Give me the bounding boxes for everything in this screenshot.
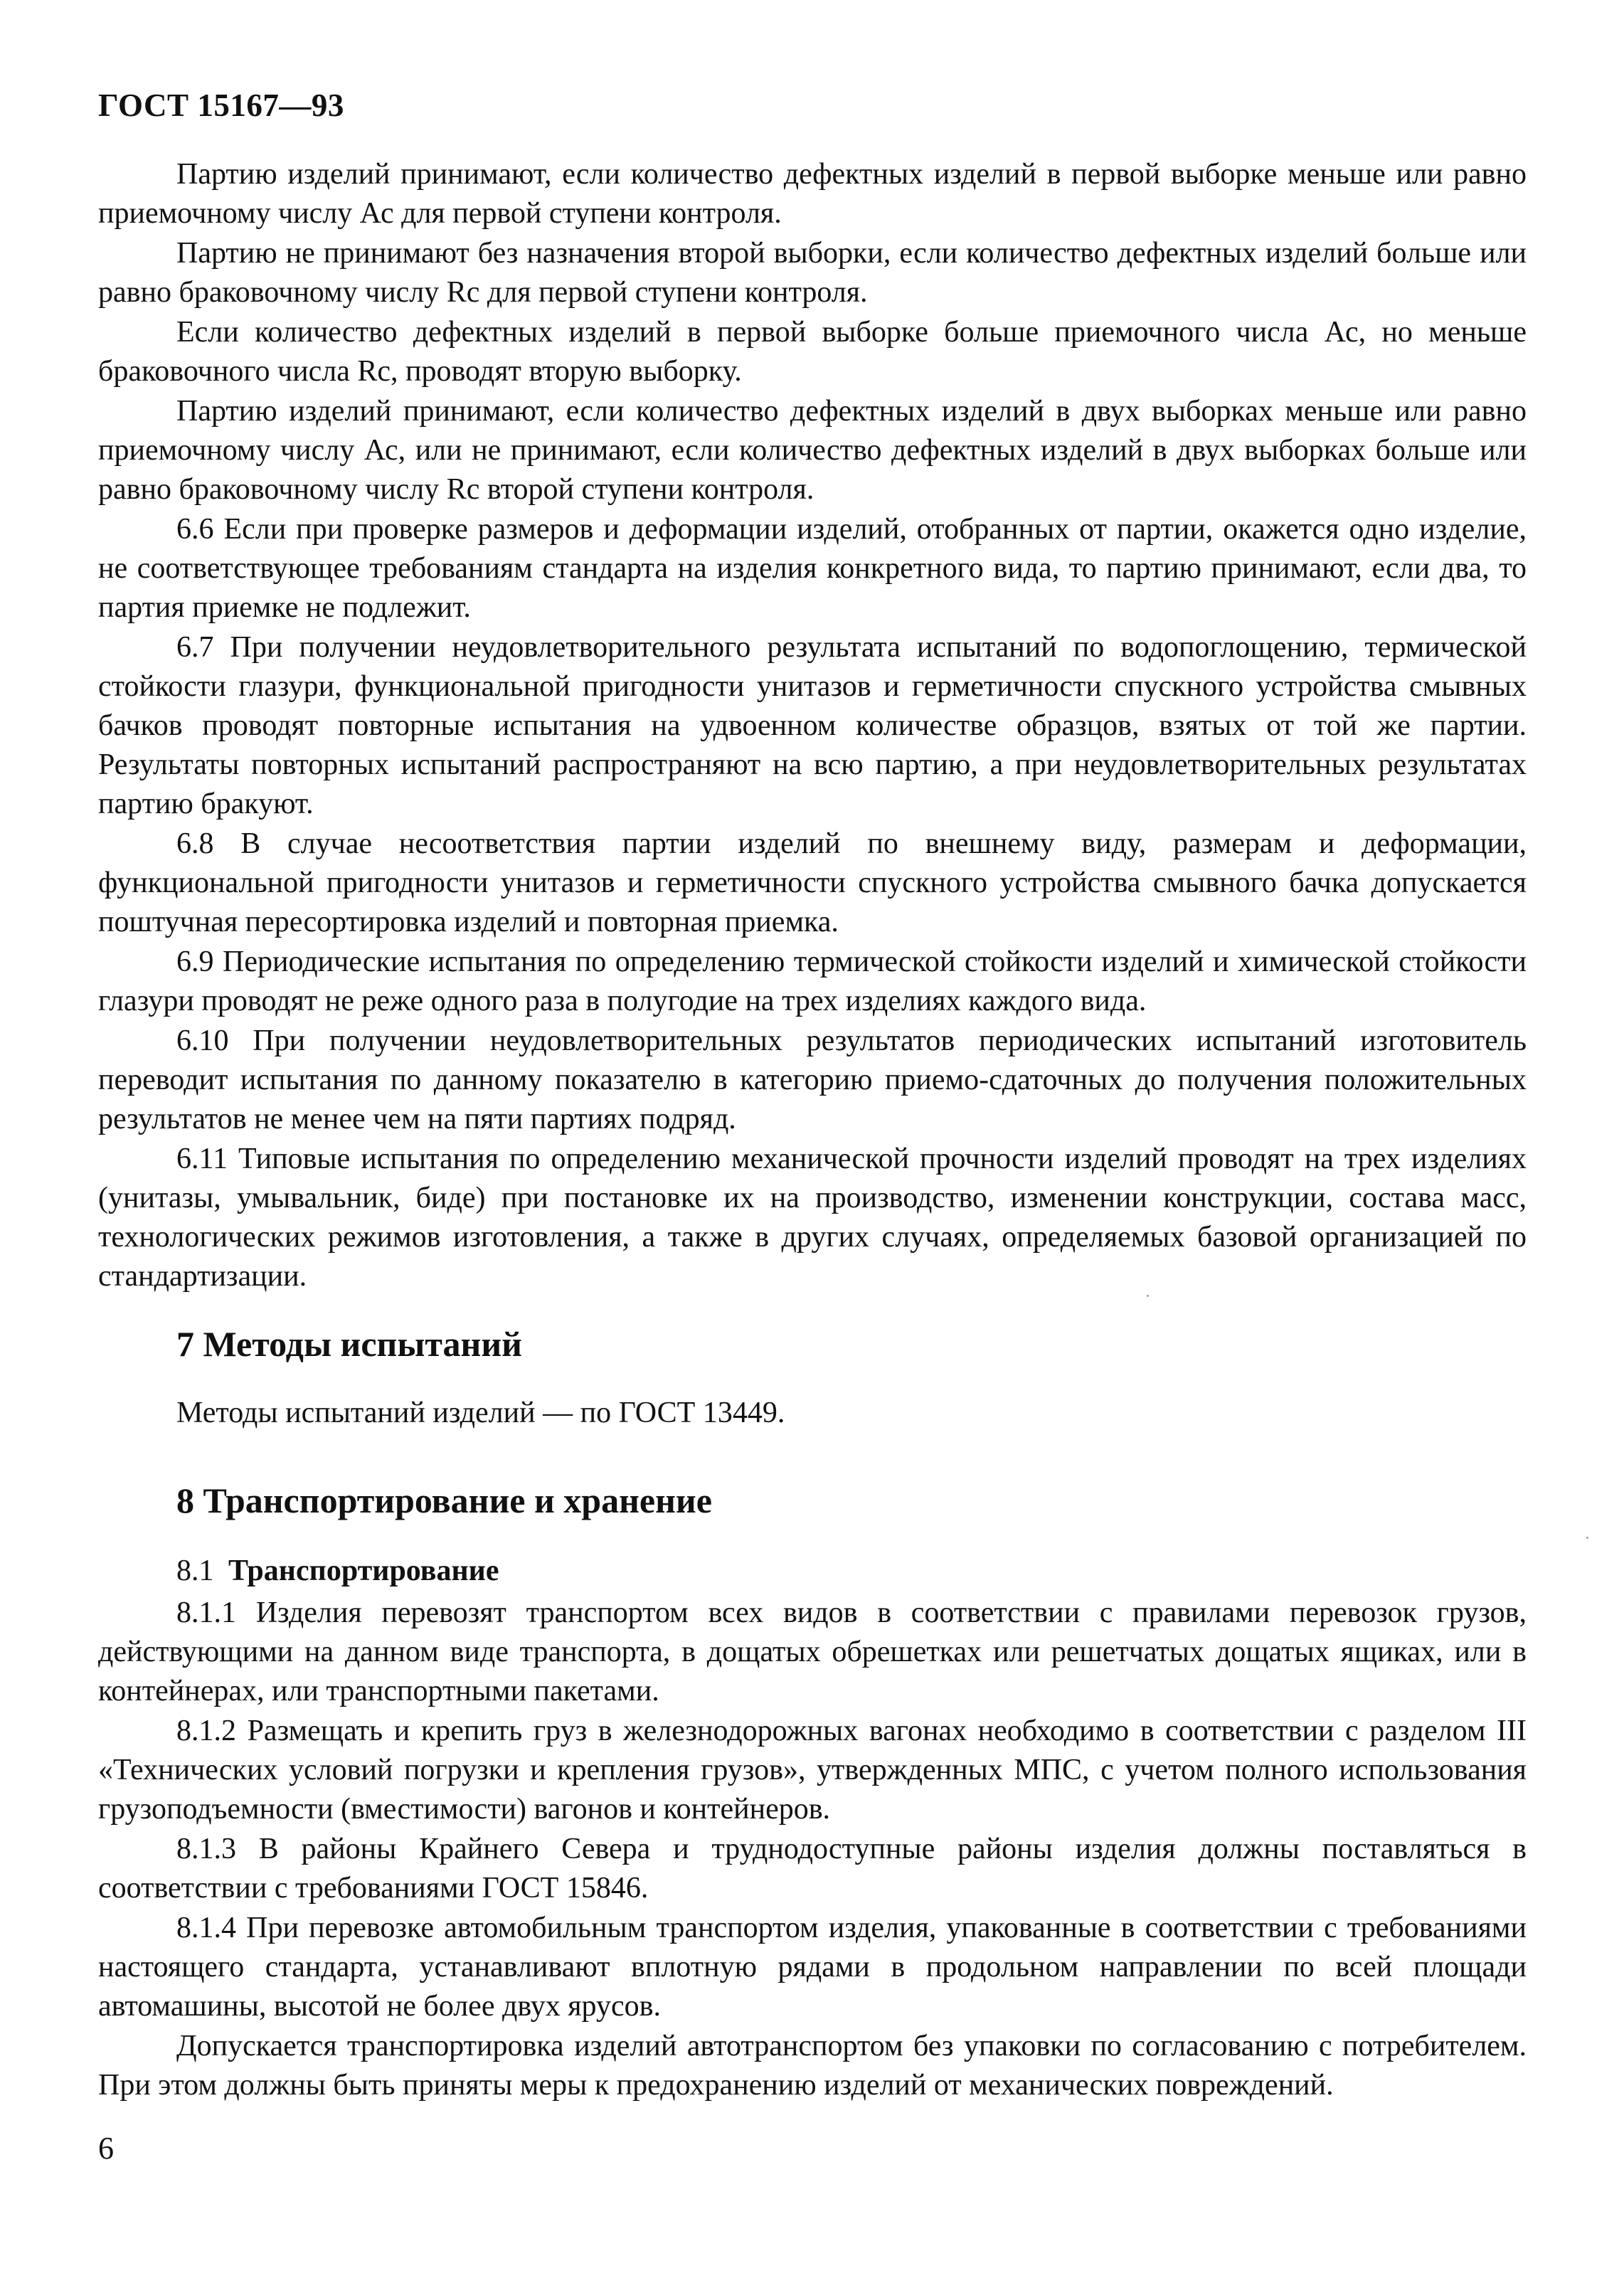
scan-speck — [1147, 1295, 1149, 1297]
paragraph: Партию изделий принимают, если количество дефектных изделий в двух выборках меньше или равно приемочному числу Ас, или не принимают, если количество дефектных изделий в двух выборках больше или равно браковочному числу Rc второй ступени контроля. — [98, 395, 1527, 506]
section-8-heading: 8 Транспортирование и хранение — [176, 1480, 712, 1520]
clause-6-10: 6.10 При получении неудовлетворительных результатов периодических испытаний изготовитель переводит испытания по данному показателю в категорию приемо-сдаточных до получения положительных результатов не менее чем на пяти партиях подряд. — [98, 1024, 1527, 1135]
section-8-body — [98, 1594, 1527, 2106]
scan-speck — [1586, 1537, 1588, 1539]
section-7-text: Методы испытаний изделий — по ГОСТ 13449. — [176, 1397, 785, 1429]
subsection-title: Транспортирование — [228, 1554, 499, 1587]
paragraph: Партию изделий принимают, если количество дефектных изделий в первой выборке меньше или равно приемочному числу Ас для первой ступени контроля. — [98, 158, 1527, 230]
clause-8-1-4: 8.1.4 При перевозке автомобильным транспортом изделия, упакованные в соответствии с требованиями настоящего стандарта, устанавливают вплотную рядами в продольном направлении по всей площади автомашины, высотой не более двух ярусов. — [98, 1912, 1527, 2023]
paragraph: Партию не принимают без назначения второй выборки, если количество дефектных изделий больше или равно браковочному числу Rc для первой ступени контроля. — [98, 237, 1527, 309]
clause-6-7: 6.7 При получении неудовлетворительного результата испытаний по водопоглощению, термической стойкости глазури, функциональной пригодности унитазов и герметичности спускного устройства смывных бачков проводят повторные испытания на удвоенном количестве образцов, взятых от той же партии. Результаты повторных испытаний распространяют на всю партию, а при неудовлетворительных результатах партию бракуют. — [98, 631, 1527, 820]
subsection-8-1-heading — [176, 1554, 499, 1588]
clause-6-6: 6.6 Если при проверке размеров и деформации изделий, отобранных от партии, окажется одно изделие, не соответствующее требованиям стандарта на изделия конкретного вида, то партию принимают, если два, то партия приемке не подлежит. — [98, 513, 1527, 624]
subsection-number: 8.1 — [176, 1554, 214, 1587]
standard-header: ГОСТ 15167—93 — [98, 88, 344, 123]
clause-6-8: 6.8 В случае несоответствия партии изделий по внешнему виду, размерам и деформации, функциональной пригодности унитазов и герметичности спускного устройства смывного бачка допускается поштучная пересортировка изделий и повторная приемка. — [98, 827, 1527, 938]
section-7-heading: 7 Методы испытаний — [176, 1324, 522, 1364]
paragraph: Если количество дефектных изделий в первой выборке больше приемочного числа Ас, но меньше браковочного числа Rc, проводят вторую выборку. — [98, 316, 1527, 388]
clause-8-1-1: 8.1.1 Изделия перевозят транспортом всех видов в соответствии с правилами перевозок грузов, действующими на данном виде транспорта, в дощатых обрешетках или решетчатых дощатых ящиках, или в контейнерах, или транспортными пакетами. — [98, 1596, 1527, 1707]
clause-6-9: 6.9 Периодические испытания по определению термической стойкости изделий и химической стойкости глазури проводят не реже одного раза в полугодие на трех изделиях каждого вида. — [98, 945, 1527, 1017]
page-number: 6 — [98, 2131, 114, 2166]
clause-6-11: 6.11 Типовые испытания по определению механической прочности изделий проводят на трех изделиях (унитазы, умывальник, биде) при постановке их на производство, изменении конструкции, состава масс, технологических режимов изготовления, а также в других случаях, определяемых базовой организацией по стандартизации. — [98, 1143, 1527, 1293]
clause-8-1-2: 8.1.2 Размещать и крепить груз в железнодорожных вагонах необходимо в соответствии с разделом III «Технических условий погрузки и крепления грузов», утвержденных МПС, с учетом полного использования грузоподъемности (вместимости) вагонов и контейнеров. — [98, 1715, 1527, 1826]
paragraph: Допускается транспортировка изделий автотранспортом без упаковки по согласованию с потребителем. При этом должны быть приняты меры к предохранению изделий от механических повреждений. — [98, 2030, 1527, 2102]
section-6-body — [98, 155, 1527, 1297]
clause-8-1-3: 8.1.3 В районы Крайнего Севера и труднодоступные районы изделия должны поставляться в соответствии с требованиями ГОСТ 15846. — [98, 1833, 1527, 1905]
